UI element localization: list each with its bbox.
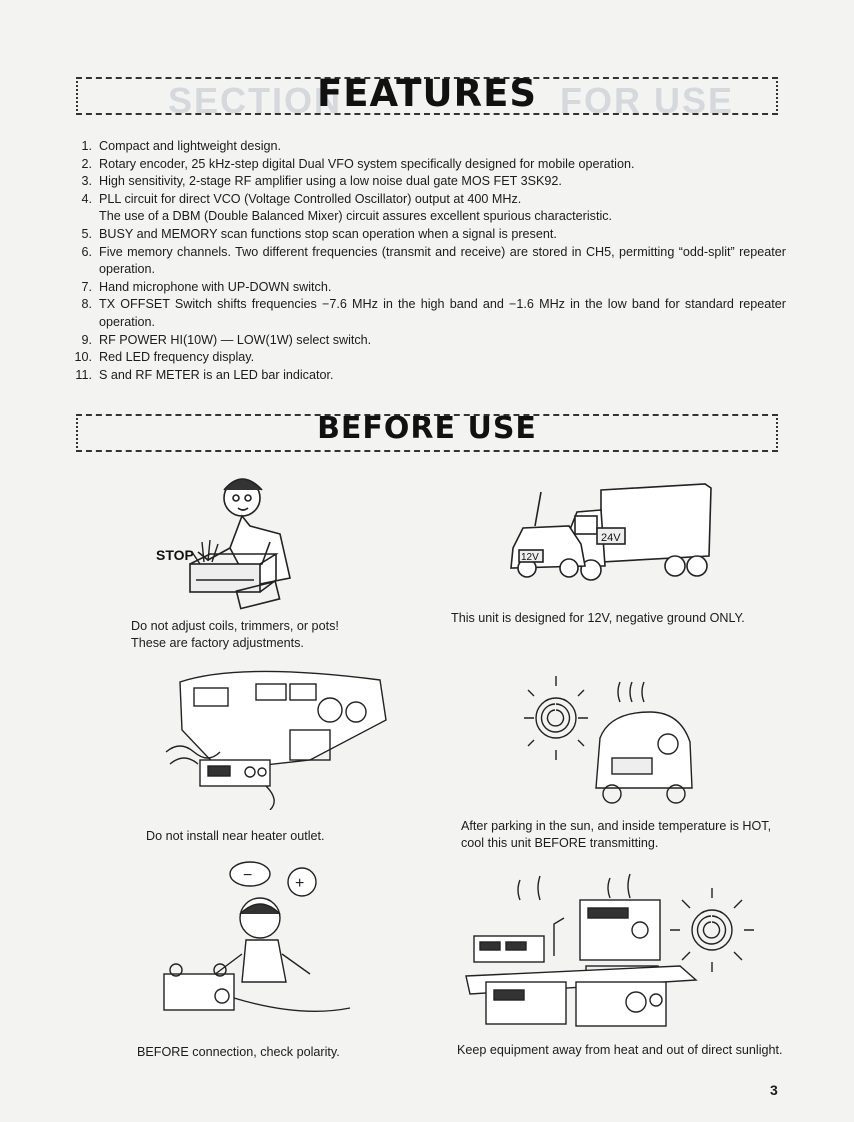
features-list: [74, 138, 786, 384]
caption-heater-outlet: Do not install near heater outlet.: [146, 829, 325, 843]
features-title: FEATURES: [316, 72, 537, 115]
technician-stop-illustration: [150, 468, 320, 618]
feature-number: 4.: [81, 191, 92, 206]
caption-hot-car: After parking in the sun, and inside temperature is HOT, cool this unit BEFORE transmitting.: [461, 819, 772, 850]
feature-number: 7.: [81, 279, 92, 294]
feature-text: The use of a DBM (Double Balanced Mixer) circuit assures excellent spurious characteristic.: [99, 209, 613, 224]
sun-hot-car-illustration: [520, 672, 720, 812]
page-number: 3: [770, 1082, 778, 1098]
battery-24v-label: 24V: [601, 532, 621, 544]
feature-number: 6.: [81, 244, 92, 259]
feature-text: Rotary encoder, 25 kHz-step digital Dual VFO system specifically designed for mobile operation.: [99, 156, 635, 171]
battery-12v-label: 12V: [521, 552, 539, 563]
feature-item: [74, 367, 786, 385]
feature-text: RF POWER HI(10W) — LOW(1W) select switch.: [99, 332, 372, 347]
bleed-through-text: SECTION: [168, 80, 343, 121]
feature-text: High sensitivity, 2-stage RF amplifier using a low noise dual gate MOS FET 3SK92.: [99, 174, 562, 189]
caption-check-polarity: BEFORE connection, check polarity.: [137, 1045, 340, 1059]
before-use-title: BEFORE USE: [317, 411, 537, 446]
feature-item: [74, 332, 786, 350]
car-and-truck-illustration: [505, 470, 745, 590]
feature-text: BUSY and MEMORY scan functions stop scan operation when a signal is present.: [99, 226, 557, 241]
battery-polarity-illustration: [150, 858, 360, 1028]
caption-negative-ground: This unit is designed for 12V, negative ground ONLY.: [451, 611, 745, 625]
feature-item: [74, 156, 786, 174]
feature-text: Red LED frequency display.: [99, 350, 255, 365]
feature-number: 8.: [81, 297, 92, 312]
feature-text: Compact and lightweight design.: [99, 139, 282, 153]
feature-item: [74, 296, 786, 331]
equipment-sunlight-illustration: [460, 870, 760, 1038]
caption-keep-away-heat: Keep equipment away from heat and out of direct sunlight.: [457, 1043, 783, 1057]
feature-text: S and RF METER is an LED bar indicator.: [99, 367, 334, 382]
svg-text:−: −: [243, 867, 253, 884]
feature-item: [74, 244, 786, 279]
feature-number: 11.: [75, 367, 92, 382]
feature-number: 9.: [81, 332, 92, 347]
feature-text: PLL circuit for direct VCO (Voltage Controlled Oscillator) output at 400 MHz.: [99, 191, 522, 206]
feature-number: 3.: [81, 174, 92, 189]
feature-text: Five memory channels. Two different frequencies (transmit and receive) are stored in CH5, permitting “odd-split” repeater operation.: [99, 244, 786, 277]
feature-item: [74, 279, 786, 297]
feature-item: [74, 208, 786, 226]
dashboard-heater-illustration: [160, 660, 400, 810]
stop-label: STOP: [156, 547, 194, 563]
feature-text: Hand microphone with UP-DOWN switch.: [99, 279, 332, 294]
feature-item: [74, 138, 786, 156]
bleed-through-text: FOR USE: [560, 80, 735, 121]
feature-item: [74, 349, 786, 367]
feature-number: 2.: [81, 156, 92, 171]
feature-item: [74, 191, 786, 209]
feature-number: 1.: [81, 139, 92, 153]
caption-no-adjust: Do not adjust coils, trimmers, or pots! These are factory adjustments.: [131, 619, 339, 650]
feature-item: [74, 173, 786, 191]
feature-item: [74, 226, 786, 244]
feature-number: 5.: [81, 226, 92, 241]
feature-number: 10.: [74, 350, 92, 365]
feature-text: TX OFFSET Switch shifts frequencies −7.6 MHz in the high band and −1.6 MHz in the low band for standard repeater operation.: [99, 297, 786, 329]
svg-text:+: +: [295, 875, 305, 892]
feature-number: [74, 208, 92, 226]
